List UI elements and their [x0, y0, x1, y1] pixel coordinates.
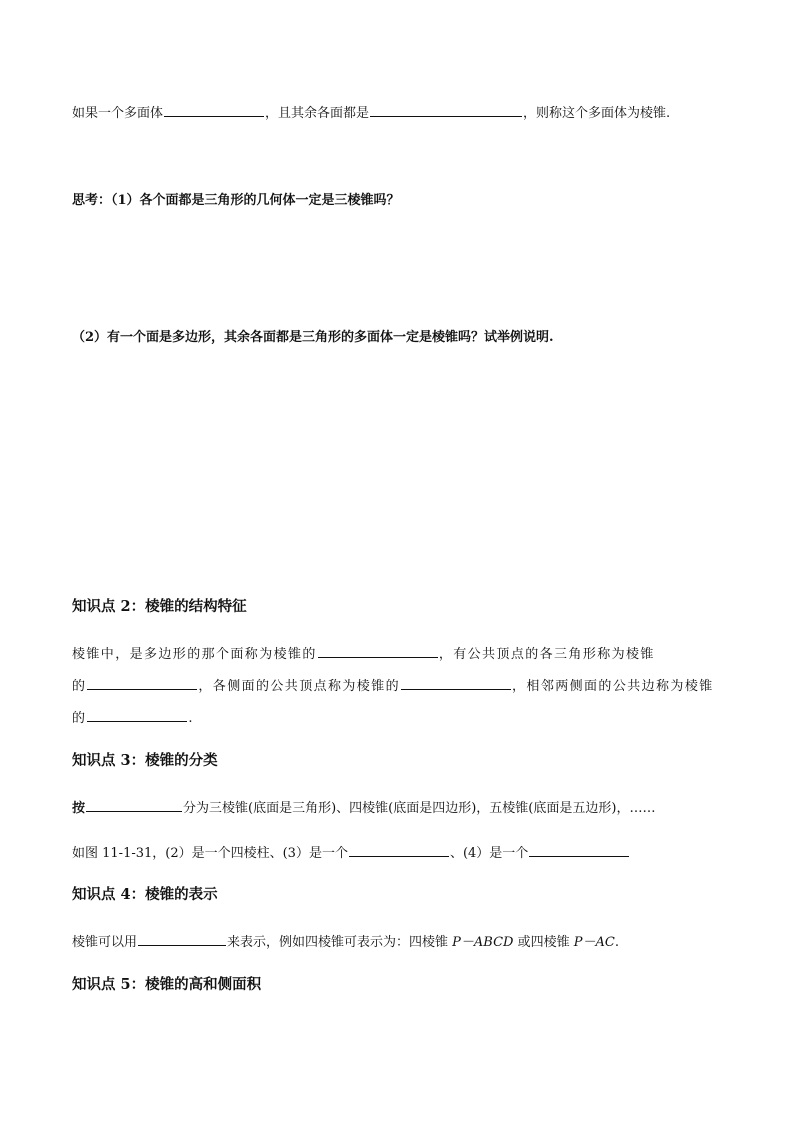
- kp4-math-2: P－AC: [573, 935, 615, 950]
- blank-lateral-edge[interactable]: [87, 708, 187, 722]
- kp2-text-3a: 的: [72, 711, 87, 726]
- kp3-line-1: [72, 798, 655, 818]
- think-question-1: 思考：（1）各个面都是三角形的几何体一定是三棱锥吗？: [72, 193, 400, 208]
- kp3-text-1b: 分为三棱锥(底面是三角形)、四棱锥(底面是四边形)，五棱锥(底面是五边形)，……: [183, 801, 656, 816]
- kp2-text-1b: ，有公共顶点的各三角形称为棱锥: [438, 647, 655, 662]
- blank-2[interactable]: [370, 103, 522, 117]
- kp4-text-1a: 棱锥可以用: [72, 935, 138, 950]
- kp4-heading: 知识点 4：棱锥的表示: [72, 886, 218, 903]
- blank-figure-4[interactable]: [529, 843, 629, 857]
- kp4-text-1b: 来表示，例如四棱锥可表示为：四棱锥: [227, 935, 453, 950]
- kp2-text-2b: ，各侧面的公共顶点称为棱锥的: [198, 679, 401, 694]
- kp3-text-2a: 如图 11-1-31，(2）是一个四棱柱、(3）是一个: [72, 846, 348, 861]
- kp2-text-2a: 的: [72, 679, 87, 694]
- think-question-2: （2）有一个面是多边形，其余各面都是三角形的多面体一定是棱锥吗？试举例说明.: [72, 330, 554, 345]
- definition-line: [72, 103, 670, 123]
- blank-figure-3[interactable]: [349, 843, 449, 857]
- kp3-line-2: [72, 843, 630, 863]
- kp5-heading: 知识点 5：棱锥的高和侧面积: [72, 976, 262, 993]
- kp3-heading: 知识点 3：棱锥的分类: [72, 752, 218, 769]
- blank-1[interactable]: [164, 103, 264, 117]
- kp2-heading: 知识点 2：棱锥的结构特征: [72, 598, 247, 615]
- kp4-text-1d: .: [614, 935, 619, 950]
- blank-base[interactable]: [318, 644, 438, 658]
- blank-notation[interactable]: [138, 932, 226, 946]
- kp3-text-2b: 、(4）是一个: [449, 846, 529, 861]
- blank-vertex[interactable]: [401, 676, 511, 690]
- kp2-text-1a: 棱锥中，是多边形的那个面称为棱锥的: [72, 647, 317, 662]
- kp2-text-2c: ，相邻两侧面的公共边称为棱锥: [512, 679, 714, 694]
- kp4-text-1c: 或四棱锥: [513, 935, 574, 950]
- kp4-line-1: [72, 932, 619, 952]
- kp4-math-1: P－ABCD: [452, 935, 514, 950]
- kp3-text-1a: 按: [72, 801, 86, 816]
- kp2-line-3: [72, 708, 194, 728]
- blank-lateral-face[interactable]: [87, 676, 197, 690]
- kp2-line-2: [72, 676, 714, 696]
- definition-text-3: ，则称这个多面体为棱锥.: [523, 106, 671, 121]
- blank-classification[interactable]: [86, 798, 182, 812]
- definition-text-1: 如果一个多面体: [72, 106, 164, 121]
- kp2-text-3b: .: [188, 711, 194, 726]
- definition-text-2: ，且其余各面都是: [265, 106, 370, 121]
- kp2-line-1: [72, 644, 655, 664]
